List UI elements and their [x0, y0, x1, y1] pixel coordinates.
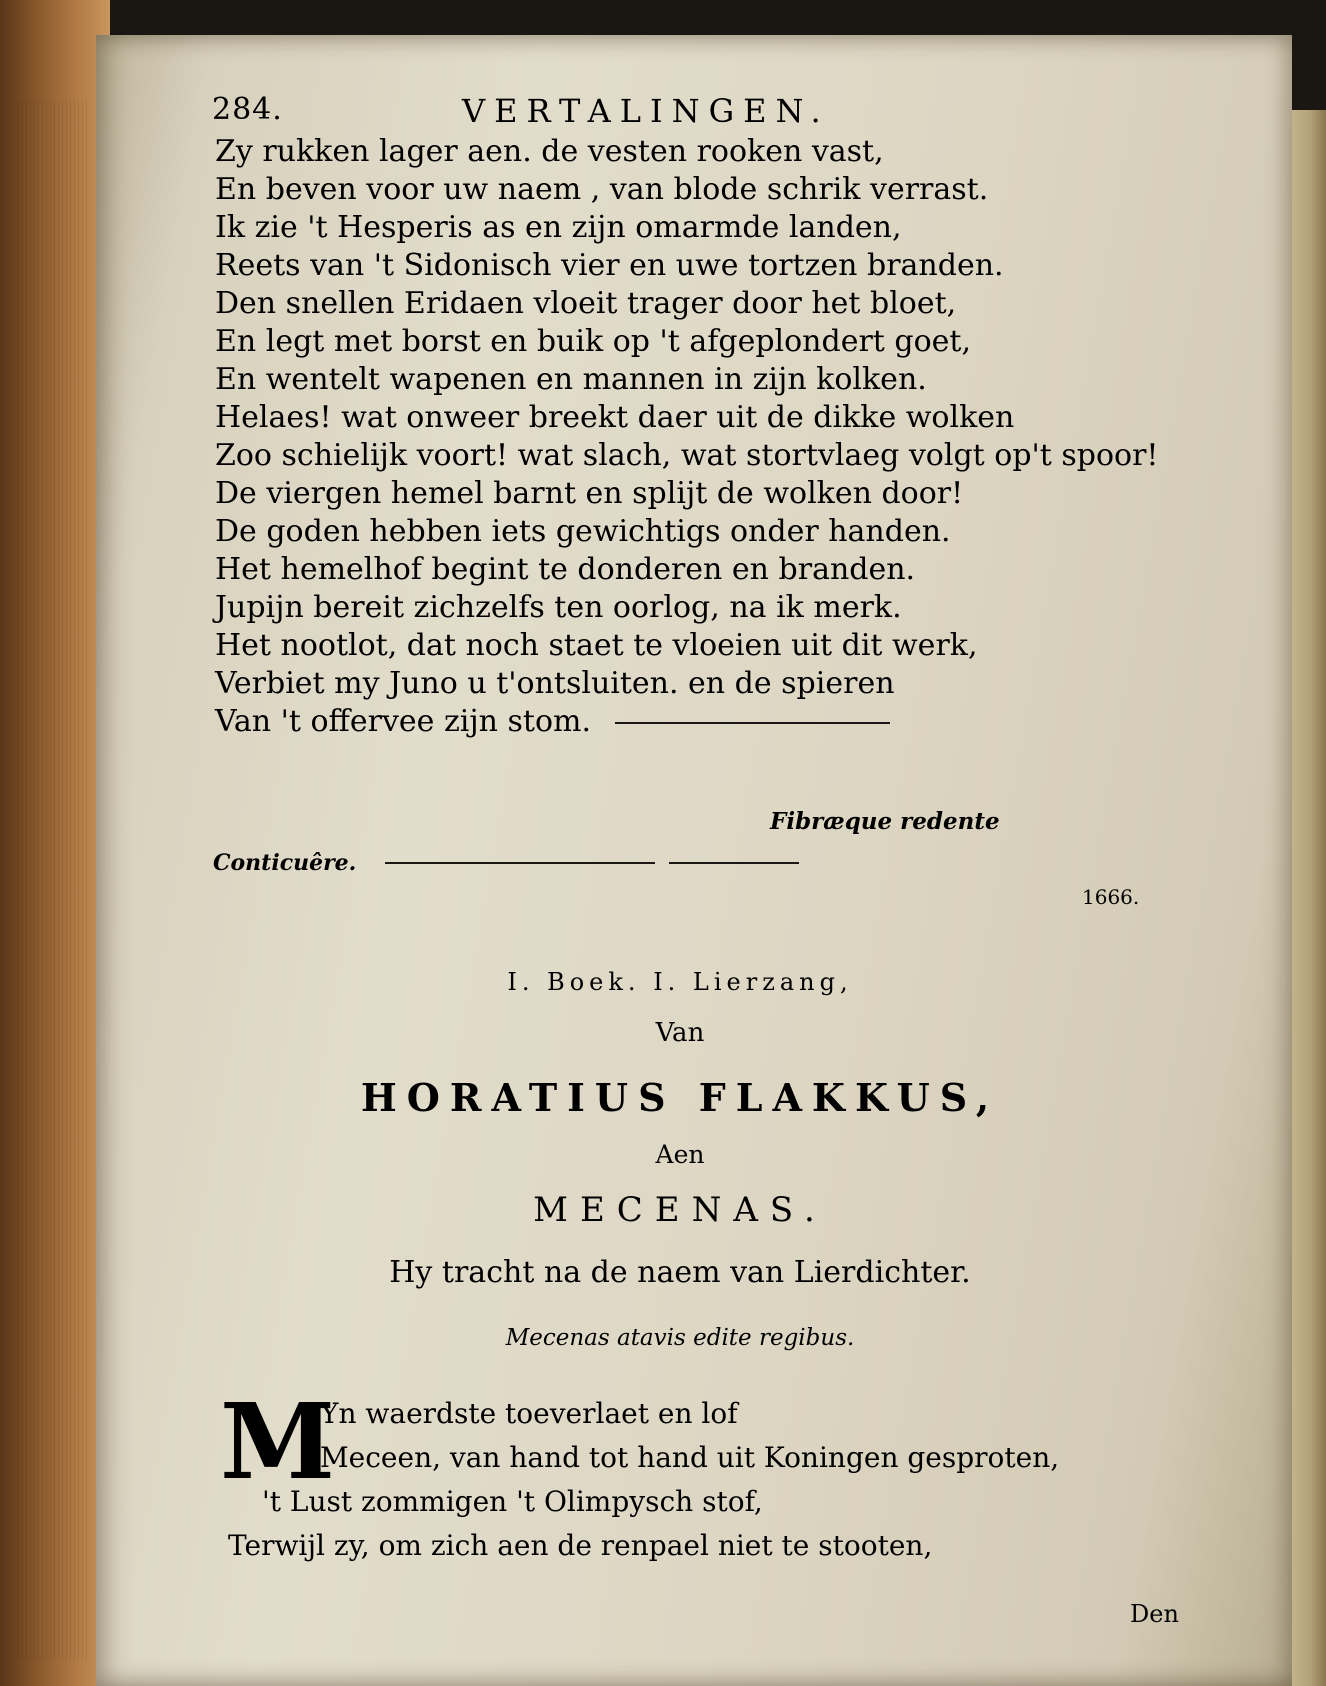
- verse-line: Het hemelhof begint te donderen en branden.: [215, 552, 916, 587]
- verse-line: En legt met borst en buik op 't afgeplondert goet,: [215, 324, 972, 359]
- verse-line: Jupijn bereit zichzelfs ten oorlog, na ik merk.: [215, 590, 902, 625]
- latin-quote-2: Conticuêre.: [213, 850, 357, 876]
- ode-line: Terwijl zy, om zich aen de renpael niet te stooten,: [228, 1529, 933, 1562]
- verse-line: De goden hebben iets gewichtigs onder handen.: [215, 514, 951, 549]
- ode-line: Meceen, van hand tot hand uit Koningen gesproten,: [320, 1441, 1060, 1474]
- page-stack-texture: [18, 100, 88, 1660]
- book-page-edges-right: [1286, 110, 1326, 1686]
- heading-van: Van: [655, 1018, 705, 1048]
- verse-line: Helaes! wat onweer breekt daer uit de dikke wolken: [215, 400, 1015, 435]
- verse-line: Verbiet my Juno u t'ontsluiten. en de spieren: [215, 666, 895, 701]
- verse-line: Zoo schielijk voort! wat slach, wat stortvlaeg volgt op't spoor!: [215, 438, 1159, 473]
- year: 1666.: [1082, 885, 1140, 909]
- ode-line: 't Lust zommigen 't Olimpysch stof,: [262, 1485, 763, 1518]
- drop-cap: M: [220, 1380, 336, 1503]
- ode-line: Yn waerdste toeverlaet en lof: [320, 1397, 738, 1430]
- running-title: VERTALINGEN.: [462, 92, 830, 130]
- verse-line: De viergen hemel barnt en splijt de wolken door!: [215, 476, 964, 511]
- break-rule: [669, 862, 799, 864]
- break-rule: [615, 722, 890, 724]
- running-head: [212, 92, 1072, 132]
- verse-block: [215, 133, 1159, 741]
- latin-motto: Mecenas atavis edite regibus.: [505, 1325, 855, 1351]
- ode-text: [228, 1392, 1280, 1568]
- addressee-name: MECENAS.: [533, 1190, 827, 1230]
- catchword: Den: [1130, 1600, 1179, 1628]
- verse-line-with-rule: [215, 703, 1145, 741]
- book-heading: I. Boek. I. Lierzang,: [507, 968, 853, 996]
- latin-quote-2-row: [213, 850, 913, 880]
- verse-line: Reets van 't Sidonisch vier en uwe tortzen branden.: [215, 248, 1004, 283]
- author-name: HORATIUS FLAKKUS,: [360, 1075, 1000, 1120]
- poem-subtitle: Hy tracht na de naem van Lierdichter.: [389, 1255, 971, 1290]
- verse-line: En beven voor uw naem , van blode schrik verrast.: [215, 172, 989, 207]
- break-rule: [385, 862, 655, 864]
- book-page-edges-left: [0, 0, 110, 1686]
- verse-line: Den snellen Eridaen vloeit trager door het bloet,: [215, 286, 957, 321]
- verse-line-text: Van 't offervee zijn stom.: [215, 704, 592, 739]
- latin-quote-1: Fibræque redente: [770, 808, 1000, 835]
- verse-line: Zy rukken lager aen. de vesten rooken vast,: [215, 134, 884, 169]
- verse-line: En wentelt wapenen en mannen in zijn kolken.: [215, 362, 927, 397]
- verse-line: Ik zie 't Hesperis as en zijn omarmde landen,: [215, 210, 902, 245]
- verse-line: Het nootlot, dat noch staet te vloeien uit dit werk,: [215, 628, 978, 663]
- heading-aen: Aen: [655, 1140, 705, 1169]
- page-number: 284.: [212, 92, 283, 127]
